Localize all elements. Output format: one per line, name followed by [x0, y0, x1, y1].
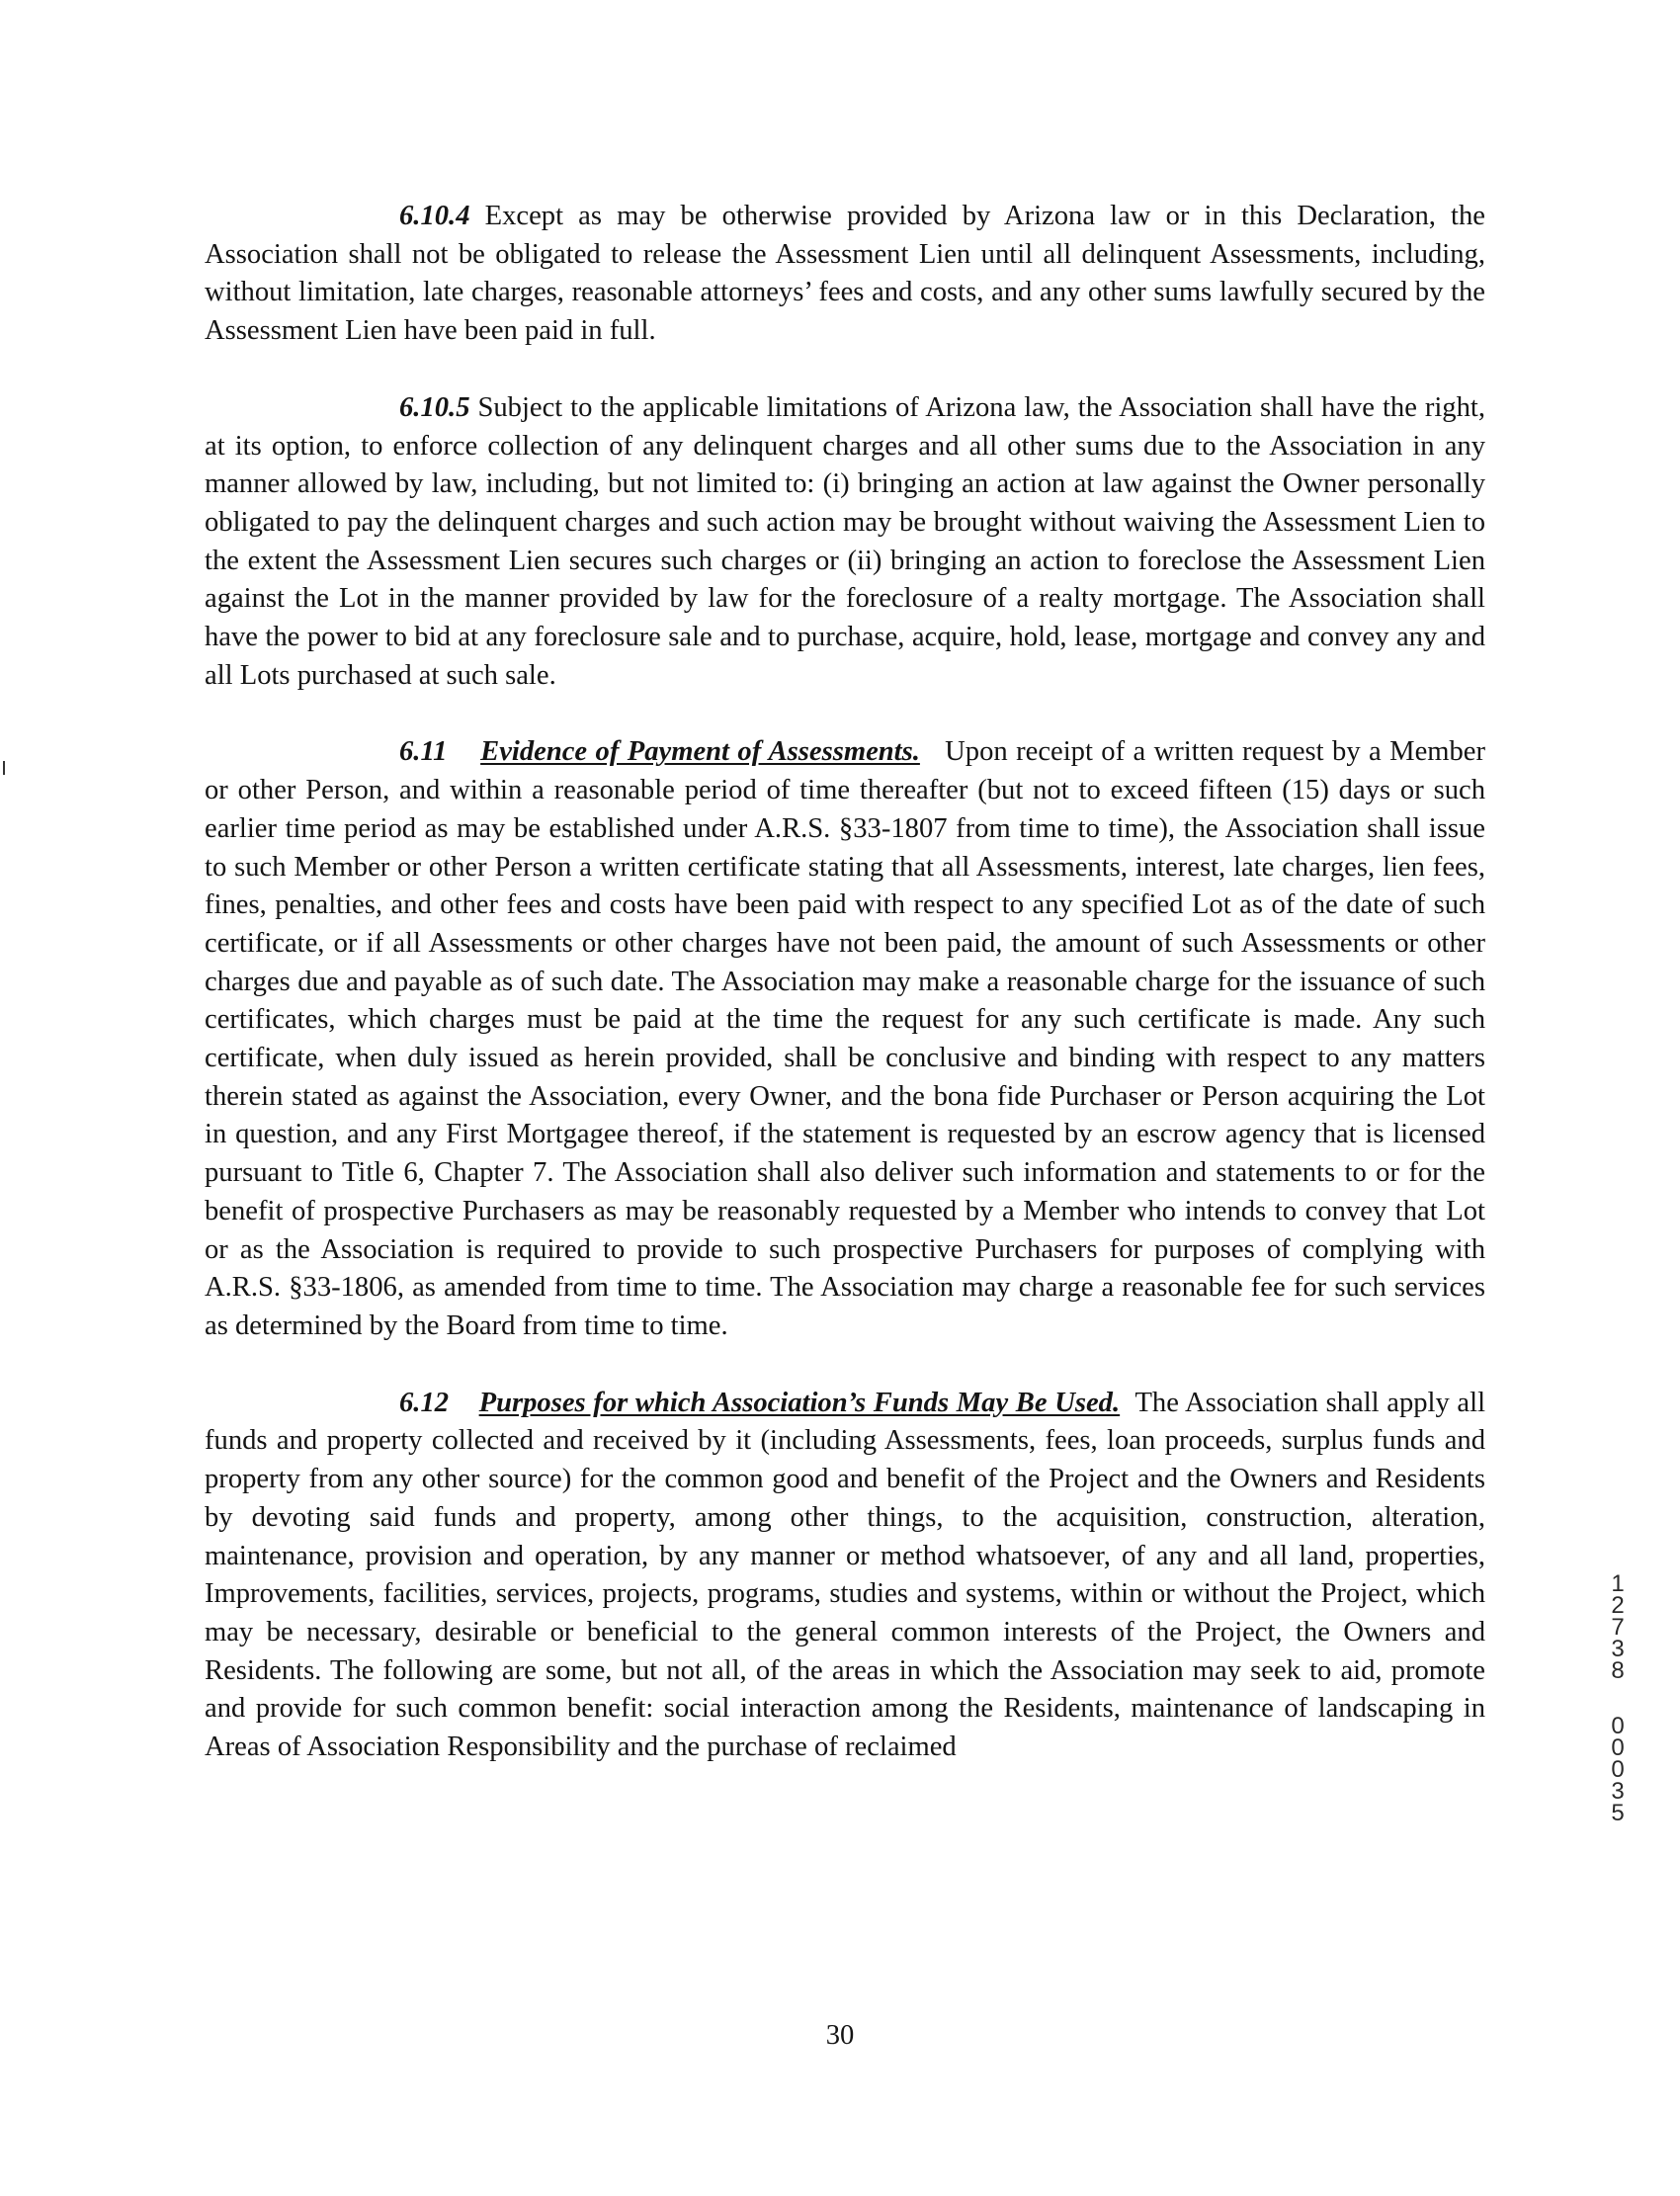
recording-number-group	[1611, 1570, 1625, 1684]
stamp-digit: 1	[1611, 1570, 1625, 1597]
stamp-digit: 3	[1611, 1778, 1625, 1805]
section-number: 6.10.5	[399, 391, 470, 423]
paragraph-6-12	[205, 1385, 1485, 1767]
paragraph-text: Upon receipt of a written request by a Member or other Person, and within a reasonable period of time thereafter (but not to exceed fifteen (15) days or such earlier time period as may be established under A.R.S. §33-1807 from time to time), the Association shall issue to such Member or other Person a written certificate stating that all Assessments, interest, late charges, lien fees, fines, penalties, and other fees and costs have been paid with respect to any specified Lot as of the date of such certificate, or if all Assessments or other charges have not been paid, the amount of such Assessments or other charges due and payable as of such date. The Association may make a reasonable charge for the issuance of such certificates, which charges must be paid at the time the request for any such certificate is made. Any such certificate, when duly issued as herein provided, shall be conclusive and binding with respect to any matters therein stated as against the Association, every Owner, and the bona fide Purchaser or Person acquiring the Lot in question, and any First Mortgagee thereof, if the statement is requested by an escrow agency that is licensed pursuant to Title 6, Chapter 7. The Association shall also deliver such information and statements to or for the benefit of prospective Purchasers as may be reasonably requested by a Member who intends to convey that Lot or as the Association is required to provide to such prospective Purchasers for purposes of complying with A.R.S. §33-1806, as amended from time to time. The Association may charge a reasonable fee for such services as determined by the Board from time to time.	[205, 736, 1486, 1341]
stamp-digit: 8	[1611, 1657, 1625, 1684]
paragraph-text: Subject to the applicable limitations of Arizona law, the Association shall have the right, at its option, to enforce collection of any delinquent charges and all other sums due to the Association in any manner allowed by law, including, but not limited to: (i) bringing an action at law against the Owner personally obligated to pay the delinquent charges and such action may be brought without waiving the Assessment Lien to the extent the Assessment Lien secures such charges or (ii) bringing an action to foreclose the Assessment Lien against the Lot in the manner provided by law for the foreclosure of a realty mortgage. The Association shall have the power to bid at any foreclosure sale and to purchase, acquire, hold, lease, mortgage and convey any and all Lots purchased at such sale.	[205, 391, 1485, 691]
section-number: 6.12	[399, 1387, 450, 1418]
stamp-digit: 7	[1611, 1614, 1625, 1641]
paragraph-text: The Association shall apply all funds and property collected and received by it (including Assessments, fees, loan proceeds, surplus funds and property from any other source) for the common good and benefit of the Project and the Owners and Residents by devoting said funds and property, among other things, to the acquisition, construction, alteration, maintenance, provision and operation, by any manner or method whatsoever, of any and all land, properties, Improvements, facilities, services, projects, programs, studies and systems, within or without the Project, which may be necessary, desirable or beneficial to the general common interests of the Project, the Owners and Residents. The following are some, but not all, of the areas in which the Association may seek to aid, promote and provide for such common benefit: social interaction among the Residents, maintenance of landscaping in Areas of Association Responsibility and the purchase of reclaimed	[205, 1387, 1486, 1763]
recording-stamp	[1601, 1570, 1635, 1826]
stamp-digit: 0	[1611, 1756, 1625, 1783]
paragraph-6-10-4	[205, 198, 1485, 351]
document-body	[205, 198, 1485, 1767]
section-number: 6.10.4	[399, 201, 470, 231]
stamp-digit: 3	[1611, 1636, 1625, 1662]
scan-edge-mark	[3, 761, 5, 775]
page-number: 30	[825, 2020, 855, 2051]
section-title: Evidence of Payment of Assessments.	[480, 736, 920, 768]
stamp-digit: 0	[1611, 1713, 1625, 1739]
paragraph-text: Except as may be otherwise provided by Arizona law or in this Declaration, the Association shall not be obligated to release the Assessment Lien until all delinquent Assessments, including, without limitation, late charges, reasonable attorneys’ fees and costs, and any other sums lawfully secured by the Assessment Lien have been paid in full.	[205, 201, 1485, 347]
section-number: 6.11	[399, 736, 448, 768]
paragraph-6-10-5	[205, 389, 1485, 696]
paragraph-6-11	[205, 733, 1485, 1345]
stamp-digit: 2	[1611, 1592, 1625, 1619]
recording-page-group	[1611, 1713, 1625, 1826]
stamp-digit: 5	[1611, 1800, 1625, 1826]
stamp-digit: 0	[1611, 1734, 1625, 1761]
section-title: Purposes for which Association’s Funds May Be Used.	[478, 1387, 1121, 1418]
